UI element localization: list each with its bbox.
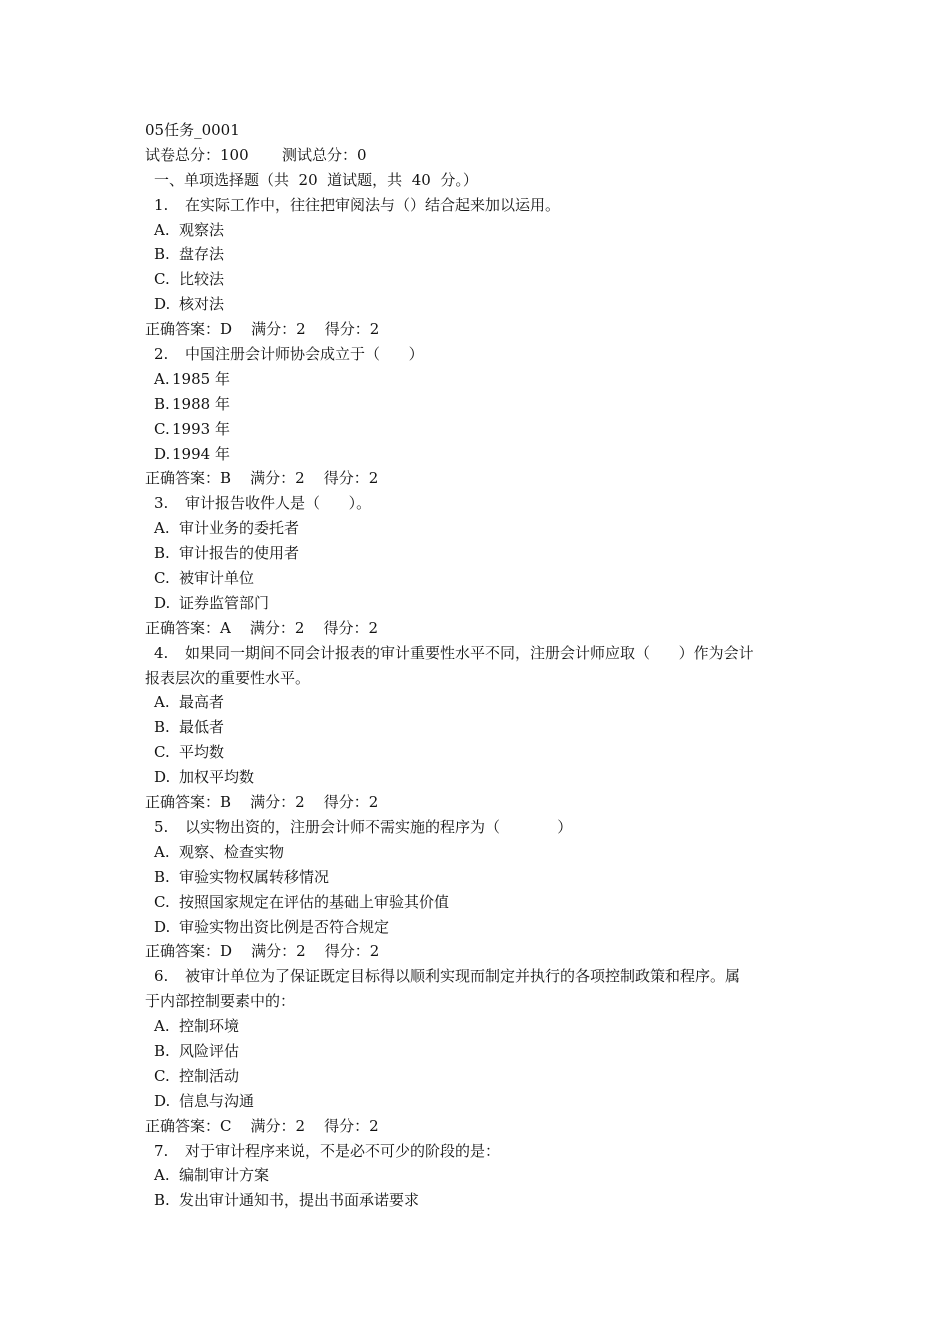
question-text: 在实际工作中，往往把审阅法与（）结合起来加以运用。 [185,195,561,214]
option-text: 审计报告的使用者 [179,544,300,563]
option-letter: B. [154,718,170,737]
question-text-continued: 于内部控制要素中的： [145,992,296,1011]
option-a [145,218,825,243]
option-letter: C. [154,1066,170,1085]
option-letter: D. [154,444,171,463]
option-letter: C. [154,743,170,762]
option-letter: B. [154,867,170,886]
question-2 [145,342,825,367]
option-letter: D. [154,917,171,936]
question-number: 4. [154,643,169,662]
option-text: 盘存法 [179,245,225,264]
question-number: 1. [154,195,169,214]
question-number: 3. [154,494,169,513]
option-a [145,1014,825,1039]
option-letter: D. [154,593,171,612]
question-text: 对于审计程序来说，不是必不可少的阶段的是： [185,1141,501,1160]
option-text: 平均数 [179,743,225,762]
option-c [145,267,825,292]
option-c [145,566,825,591]
question-number: 2. [154,345,169,364]
question-3 [145,491,825,516]
question-number: 7. [154,1141,169,1160]
option-letter: A. [154,1166,170,1185]
option-b [145,715,825,740]
option-b [145,392,825,417]
question-number: 6. [154,967,169,986]
option-d [145,915,825,940]
option-d [145,1089,825,1114]
option-a [145,1163,825,1188]
option-text: 核对法 [179,295,225,314]
option-c [145,1064,825,1089]
option-letter: A. [154,369,170,388]
answer-line: 正确答案：B 满分：2 得分：2 [145,469,379,488]
option-text: 编制审计方案 [179,1166,270,1185]
option-text: 按照国家规定在评估的基础上审验其价值 [179,892,450,911]
option-text: 观察、检查实物 [179,842,285,861]
option-letter: A. [154,519,170,538]
option-letter: A. [154,842,170,861]
option-d [145,591,825,616]
option-letter: C. [154,569,170,588]
option-text: 最低者 [179,718,225,737]
question-text-continued: 报表层次的重要性水平。 [145,668,311,687]
question-6 [145,964,825,989]
option-text: 加权平均数 [179,768,255,787]
question-4 [145,641,825,666]
option-b [145,1188,825,1213]
question-text: 以实物出资的，注册会计师不需实施的程序为（ ） [185,817,573,836]
option-text: 审验实物出资比例是否符合规定 [179,917,390,936]
option-text: 观察法 [179,220,225,239]
section-header: 一、单项选择题（共 20 道试题，共 40 分。） [154,170,478,189]
option-b [145,242,825,267]
question-text: 被审计单位为了保证既定目标得以顺利实现而制定并执行的各项控制政策和程序。属 [185,967,741,986]
option-letter: C. [154,892,170,911]
option-c [145,740,825,765]
answer-line: 正确答案：B 满分：2 得分：2 [145,793,379,812]
option-b [145,1039,825,1064]
option-d [145,292,825,317]
answer-line: 正确答案：A 满分：2 得分：2 [145,618,379,637]
question-text: 审计报告收件人是（ ）。 [185,494,372,513]
option-letter: B. [154,394,170,413]
option-b [145,541,825,566]
option-letter: D. [154,1091,171,1110]
score-line: 试卷总分：100 测试总分：0 [145,145,367,164]
option-d [145,765,825,790]
option-letter: D. [154,295,171,314]
option-a [145,840,825,865]
option-text: 1988 年 [172,394,230,413]
option-letter: A. [154,693,170,712]
answer-line: 正确答案：C 满分：2 得分：2 [145,1116,379,1135]
option-text: 信息与沟通 [179,1091,255,1110]
option-text: 审计业务的委托者 [179,519,300,538]
option-a [145,690,825,715]
option-a [145,516,825,541]
option-c [145,890,825,915]
document-title: 05任务_0001 [145,121,240,139]
option-text: 证券监管部门 [179,593,270,612]
option-letter: C. [154,419,170,438]
question-5 [145,815,825,840]
option-c [145,417,825,442]
option-text: 1985 年 [172,369,230,388]
option-letter: B. [154,1041,170,1060]
option-letter: B. [154,544,170,563]
answer-line: 正确答案：D 满分：2 得分：2 [145,320,380,339]
option-text: 被审计单位 [179,569,255,588]
option-text: 审验实物权属转移情况 [179,867,330,886]
question-1 [145,193,825,218]
document-page [145,118,825,1213]
option-letter: A. [154,1017,170,1036]
option-letter: D. [154,768,171,787]
option-text: 发出审计通知书，提出书面承诺要求 [179,1191,420,1210]
option-a [145,367,825,392]
question-number: 5. [154,817,169,836]
option-text: 控制活动 [179,1066,240,1085]
option-text: 最高者 [179,693,225,712]
option-text: 1993 年 [172,419,230,438]
answer-line: 正确答案：D 满分：2 得分：2 [145,942,380,961]
question-text: 中国注册会计师协会成立于（ ） [185,345,424,364]
question-7 [145,1139,825,1164]
option-d [145,442,825,467]
option-letter: B. [154,245,170,264]
option-text: 比较法 [179,270,225,289]
option-letter: B. [154,1191,170,1210]
option-text: 风险评估 [179,1041,240,1060]
option-letter: C. [154,270,170,289]
option-letter: A. [154,220,170,239]
question-text: 如果同一期间不同会计报表的审计重要性水平不同，注册会计师应取（ ）作为会计 [185,643,754,662]
option-text: 1994 年 [172,444,230,463]
option-text: 控制环境 [179,1017,240,1036]
option-b [145,865,825,890]
